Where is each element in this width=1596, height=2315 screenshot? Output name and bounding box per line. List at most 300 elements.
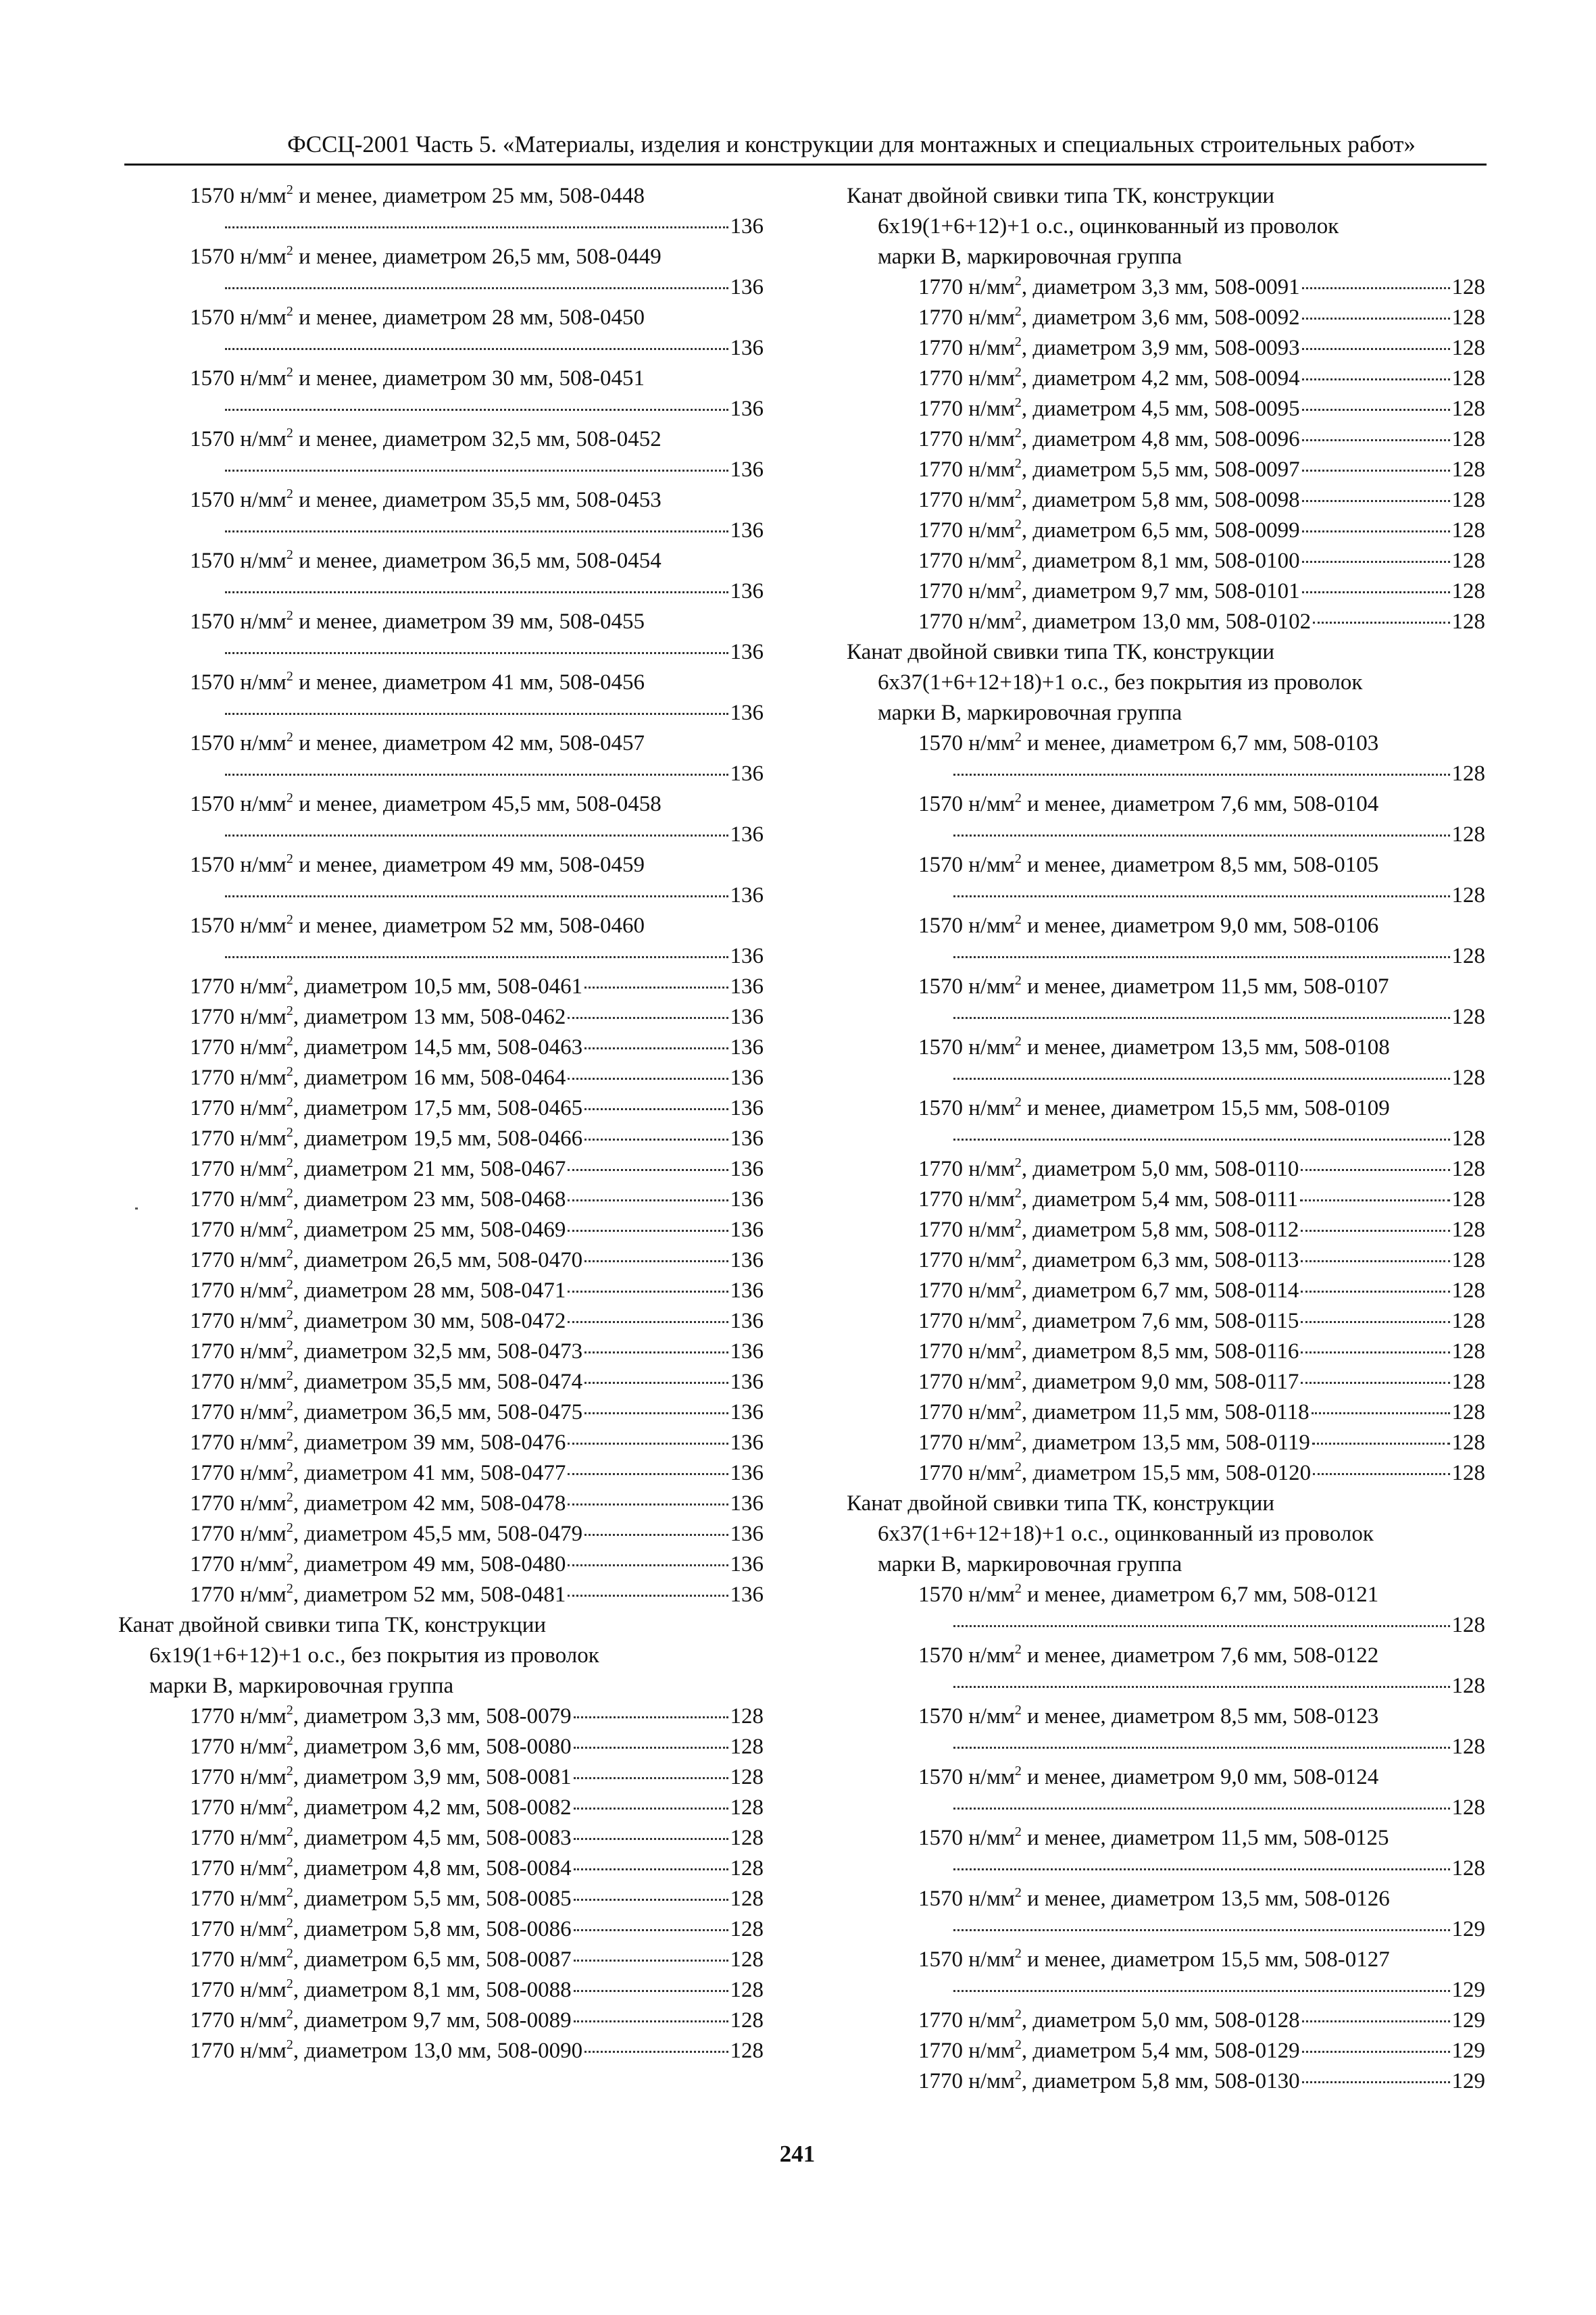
dot-leader (1300, 1199, 1449, 1201)
page-ref: 136 (730, 1552, 764, 1576)
index-entry (118, 1549, 764, 1580)
superscript: 2 (1014, 1460, 1022, 1474)
page-ref: 128 (1451, 549, 1485, 573)
page-ref: 136 (730, 640, 764, 664)
dot-leader (953, 1990, 1450, 1992)
index-entry (118, 1701, 764, 1732)
entry-text: 1770 $н/мм^2$, диаметром 17,5 мм, 508-0465 (190, 1095, 583, 1120)
entry-text: 1770 $н/мм^2$, диаметром 6,5 мм, 508-0099 (918, 517, 1300, 543)
index-entry-page-line (847, 1914, 1485, 1945)
dot-leader (574, 1716, 728, 1718)
dot-leader (1302, 287, 1450, 289)
page-ref: 128 (1451, 762, 1485, 786)
index-entry (847, 1458, 1485, 1489)
entry-text: 1770 $н/мм^2$, диаметром 5,8 мм, 508-0112 (918, 1216, 1299, 1242)
superscript: 2 (1014, 851, 1022, 866)
index-entry (847, 1093, 1485, 1124)
index-entry-page-line (118, 272, 764, 303)
index-column-left (118, 181, 764, 2066)
page-ref: 128 (1451, 275, 1485, 299)
dot-leader (1301, 1321, 1449, 1323)
entry-text: 1770 $н/мм^2$, диаметром 5,8 мм, 508-0098 (918, 487, 1300, 512)
index-entry (118, 789, 764, 820)
page-ref: 128 (1451, 305, 1485, 330)
index-entry-page-line (847, 759, 1485, 789)
index-entry-page-line (118, 941, 764, 972)
dot-leader (1302, 318, 1450, 320)
index-entry (118, 1063, 764, 1093)
entry-text: 1770 $н/мм^2$, диаметром 8,1 мм, 508-0100 (918, 547, 1300, 573)
index-entry (118, 364, 764, 394)
superscript: 2 (1014, 1338, 1022, 1353)
page-ref: 136 (730, 974, 764, 999)
entry-text: 1770 $н/мм^2$, диаметром 3,6 мм, 508-0080 (190, 1733, 572, 1759)
superscript: 2 (286, 304, 293, 319)
superscript: 2 (1014, 1368, 1022, 1383)
page-ref: 128 (730, 1978, 764, 2002)
superscript: 2 (1014, 395, 1022, 410)
dot-leader (1302, 2020, 1450, 2022)
entry-text: 1570 $н/мм^2$ и менее, диаметром 9,0 мм, 508-0124 (918, 1764, 1379, 1789)
entry-text: 1570 $н/мм^2$ и менее, диаметром 36,5 мм, 508-0454 (190, 547, 662, 573)
index-entry (847, 333, 1485, 364)
entry-text: 1770 $н/мм^2$, диаметром 13,5 мм, 508-0119 (918, 1429, 1310, 1455)
index-entry (118, 2036, 764, 2066)
heading-text: марки В, маркировочная группа (878, 1552, 1182, 1576)
index-entry (118, 1580, 764, 1610)
page-ref: 128 (1451, 1248, 1485, 1272)
index-entry (118, 668, 764, 698)
superscript: 2 (1014, 334, 1022, 349)
dot-leader (225, 591, 728, 593)
index-entry-page-line (847, 1732, 1485, 1762)
page-ref: 128 (1451, 579, 1485, 603)
index-entry (118, 1884, 764, 1914)
superscript: 2 (286, 426, 293, 441)
superscript: 2 (286, 1034, 293, 1049)
entry-text: 1770 $н/мм^2$, диаметром 3,3 мм, 508-0079 (190, 1703, 572, 1728)
dot-leader (568, 1564, 728, 1566)
index-entry (118, 1276, 764, 1306)
heading-text: марки В, маркировочная группа (878, 245, 1182, 269)
page-ref: 136 (730, 762, 764, 786)
superscript: 2 (286, 1855, 293, 1870)
dot-leader (225, 348, 728, 350)
superscript: 2 (286, 1125, 293, 1140)
index-entry-page-line (118, 455, 764, 485)
section-heading-continuation (847, 668, 1485, 698)
entry-text: 1570 $н/мм^2$ и менее, диаметром 6,7 мм, 508-0121 (918, 1581, 1379, 1607)
superscript: 2 (286, 608, 293, 623)
index-entry (847, 1823, 1485, 1853)
superscript: 2 (286, 1095, 293, 1110)
entry-text: 1570 $н/мм^2$ и менее, диаметром 41 мм, 508-0456 (190, 669, 645, 695)
superscript: 2 (1014, 973, 1022, 988)
entry-text: 1770 $н/мм^2$, диаметром 30 мм, 508-0472 (190, 1308, 566, 1333)
dot-leader (584, 1047, 728, 1049)
dot-leader (225, 470, 728, 472)
index-entry (847, 2066, 1485, 2097)
dot-leader (1302, 439, 1450, 441)
superscript: 2 (1014, 274, 1022, 289)
dot-leader (574, 1899, 728, 1901)
dot-leader (574, 2020, 728, 2022)
dot-leader (1312, 1412, 1450, 1414)
section-heading-continuation (847, 698, 1485, 728)
entry-text: 1770 $н/мм^2$, диаметром 5,0 мм, 508-0110 (918, 1155, 1299, 1181)
index-entry (118, 1945, 764, 1975)
dot-leader (1313, 1473, 1449, 1475)
entry-text: 1770 $н/мм^2$, диаметром 9,7 мм, 508-0101 (918, 578, 1300, 603)
entry-text: 1570 $н/мм^2$ и менее, диаметром 28 мм, 508-0450 (190, 304, 645, 330)
superscript: 2 (1014, 1095, 1022, 1110)
index-entry (118, 1306, 764, 1337)
superscript: 2 (1014, 730, 1022, 745)
dot-leader (1301, 1382, 1449, 1384)
dot-leader (1302, 2051, 1450, 2053)
entry-text: 1770 $н/мм^2$, диаметром 4,5 мм, 508-0095 (918, 395, 1300, 421)
index-entry (118, 1823, 764, 1853)
entry-text: 1770 $н/мм^2$, диаметром 41 мм, 508-0477 (190, 1460, 566, 1485)
superscript: 2 (1014, 1247, 1022, 1262)
entry-text: 1770 $н/мм^2$, диаметром 5,5 мм, 508-0097 (918, 456, 1300, 482)
superscript: 2 (286, 791, 293, 805)
page-ref: 129 (1451, 1978, 1485, 2002)
index-entry (847, 364, 1485, 394)
superscript: 2 (1014, 1155, 1022, 1170)
index-entry (847, 1701, 1485, 1732)
page-ref: 136 (730, 701, 764, 725)
entry-text: 1570 $н/мм^2$ и менее, диаметром 49 мм, 508-0459 (190, 851, 645, 877)
page-ref: 128 (1451, 1005, 1485, 1029)
page-ref: 128 (1451, 427, 1485, 451)
page-ref: 136 (730, 1309, 764, 1333)
superscript: 2 (286, 1794, 293, 1809)
superscript: 2 (1014, 1429, 1022, 1444)
index-entry (847, 424, 1485, 455)
entry-text: 1770 $н/мм^2$, диаметром 45,5 мм, 508-0479 (190, 1520, 583, 1546)
dot-leader (568, 1321, 728, 1323)
index-entry (118, 1215, 764, 1245)
page-ref: 136 (730, 1096, 764, 1120)
page-ref: 128 (730, 1947, 764, 1972)
superscript: 2 (1014, 912, 1022, 927)
dot-leader (953, 1747, 1450, 1749)
dot-leader (568, 1230, 728, 1232)
scan-speck (135, 1208, 138, 1210)
dot-leader (584, 1139, 728, 1141)
index-entry-page-line (847, 1124, 1485, 1154)
dot-leader (1301, 1351, 1449, 1353)
dot-leader (1301, 1230, 1449, 1232)
superscript: 2 (286, 1976, 293, 1991)
entry-text: 1770 $н/мм^2$, диаметром 3,9 мм, 508-0093 (918, 334, 1300, 360)
index-entry (847, 576, 1485, 607)
dot-leader (225, 774, 728, 776)
index-entry (118, 1428, 764, 1458)
dot-leader (953, 774, 1450, 776)
superscript: 2 (1014, 547, 1022, 562)
page-ref: 136 (730, 1278, 764, 1303)
page-ref: 128 (730, 1765, 764, 1789)
page-ref: 128 (730, 1856, 764, 1881)
index-entry (847, 546, 1485, 576)
page-ref: 136 (730, 1066, 764, 1090)
entry-text: 1570 $н/мм^2$ и менее, диаметром 7,6 мм, 508-0122 (918, 1642, 1379, 1668)
entry-text: 1770 $н/мм^2$, диаметром 8,1 мм, 508-0088 (190, 1976, 572, 2002)
superscript: 2 (1014, 365, 1022, 380)
index-entry-page-line (118, 637, 764, 668)
dot-leader (568, 1473, 728, 1475)
page-ref: 136 (730, 1218, 764, 1242)
index-entry (118, 1154, 764, 1185)
dot-leader (574, 1838, 728, 1840)
superscript: 2 (286, 973, 293, 988)
page-ref: 136 (730, 214, 764, 239)
entry-text: 1770 $н/мм^2$, диаметром 5,4 мм, 508-0129 (918, 2037, 1300, 2063)
index-entry (847, 972, 1485, 1002)
entry-text: 1770 $н/мм^2$, диаметром 23 мм, 508-0468 (190, 1186, 566, 1212)
dot-leader (1302, 530, 1450, 532)
entry-text: 1770 $н/мм^2$, диаметром 6,3 мм, 508-0113 (918, 1247, 1299, 1272)
dot-leader (1302, 378, 1450, 380)
entry-text: 1770 $н/мм^2$, диаметром 5,5 мм, 508-0085 (190, 1885, 572, 1911)
superscript: 2 (286, 1490, 293, 1505)
index-entry (118, 546, 764, 576)
index-entry (118, 303, 764, 333)
entry-text: 1770 $н/мм^2$, диаметром 13,0 мм, 508-0102 (918, 608, 1312, 634)
index-entry-page-line (118, 820, 764, 850)
entry-text: 1570 $н/мм^2$ и менее, диаметром 6,7 мм, 508-0103 (918, 730, 1379, 755)
superscript: 2 (286, 1764, 293, 1778)
page-ref: 128 (730, 2039, 764, 2063)
superscript: 2 (286, 1399, 293, 1414)
page-ref: 128 (1451, 518, 1485, 543)
dot-leader (953, 956, 1450, 958)
page-ref: 128 (730, 1795, 764, 1820)
entry-text: 1770 $н/мм^2$, диаметром 7,6 мм, 508-0115 (918, 1308, 1299, 1333)
entry-text: 1570 $н/мм^2$ и менее, диаметром 8,5 мм, 508-0105 (918, 851, 1379, 877)
dot-leader (584, 1382, 728, 1384)
index-entry (847, 789, 1485, 820)
index-entry-page-line (118, 576, 764, 607)
entry-text: 1770 $н/мм^2$, диаметром 10,5 мм, 508-0461 (190, 973, 583, 999)
index-entry (118, 424, 764, 455)
entry-text: 1570 $н/мм^2$ и менее, диаметром 32,5 мм, 508-0452 (190, 426, 662, 451)
page-ref: 128 (1451, 944, 1485, 968)
entry-text: 1770 $н/мм^2$, диаметром 13,0 мм, 508-0090 (190, 2037, 583, 2063)
dot-leader (574, 1777, 728, 1779)
page-ref: 128 (1451, 1218, 1485, 1242)
page-ref: 128 (1451, 1370, 1485, 1394)
dot-leader (953, 1017, 1450, 1019)
index-entry-page-line (118, 880, 764, 911)
dot-leader (584, 1351, 728, 1353)
index-entry (847, 1337, 1485, 1367)
superscript: 2 (286, 1581, 293, 1596)
entry-text: 1770 $н/мм^2$, диаметром 13 мм, 508-0462 (190, 1003, 566, 1029)
index-entry (847, 1215, 1485, 1245)
dot-leader (225, 530, 728, 532)
superscript: 2 (1014, 1308, 1022, 1322)
superscript: 2 (286, 1460, 293, 1474)
entry-text: 1770 $н/мм^2$, диаметром 4,2 мм, 508-0094 (918, 365, 1300, 391)
dot-leader (1302, 591, 1450, 593)
page-ref: 136 (730, 822, 764, 847)
page-ref: 129 (1451, 1917, 1485, 1941)
page-ref: 128 (1451, 822, 1485, 847)
superscript: 2 (286, 851, 293, 866)
index-entry (118, 1975, 764, 2006)
page-ref: 128 (1451, 1856, 1485, 1881)
entry-text: 1570 $н/мм^2$ и менее, диаметром 15,5 мм, 508-0127 (918, 1946, 1390, 1972)
index-column-right (847, 181, 1485, 2097)
index-entry-page-line (118, 211, 764, 242)
dot-leader (584, 2051, 728, 2053)
superscript: 2 (1014, 1034, 1022, 1049)
page-ref: 136 (730, 1400, 764, 1424)
superscript: 2 (1014, 487, 1022, 501)
index-entry-page-line (847, 1002, 1485, 1032)
index-entry (118, 1337, 764, 1367)
superscript: 2 (1014, 2007, 1022, 2022)
page-ref: 128 (730, 1735, 764, 1759)
heading-text: 6х37(1+6+12+18)+1 о.с., без покрытия из проволок (878, 670, 1363, 695)
heading-text: Канат двойной свивки типа ТК, конструкции (118, 1613, 547, 1637)
superscript: 2 (1014, 456, 1022, 471)
page-ref: 128 (1451, 1674, 1485, 1698)
entry-text: 1570 $н/мм^2$ и менее, диаметром 11,5 мм, 508-0107 (918, 973, 1389, 999)
page-ref: 136 (730, 1126, 764, 1151)
index-entry-page-line (847, 1853, 1485, 1884)
entry-text: 1570 $н/мм^2$ и менее, диаметром 11,5 мм, 508-0125 (918, 1824, 1389, 1850)
entry-text: 1770 $н/мм^2$, диаметром 5,0 мм, 508-0128 (918, 2007, 1300, 2033)
index-entry (847, 1884, 1485, 1914)
page-ref: 136 (730, 1370, 764, 1394)
page-number: 241 (779, 2141, 816, 2167)
index-entry (118, 728, 764, 759)
entry-text: 1770 $н/мм^2$, диаметром 9,0 мм, 508-0117 (918, 1368, 1299, 1394)
section-heading-continuation (847, 211, 1485, 242)
index-entry (847, 516, 1485, 546)
entry-text: 1570 $н/мм^2$ и менее, диаметром 9,0 мм, 508-0106 (918, 912, 1379, 938)
page-ref: 128 (1451, 366, 1485, 391)
entry-text: 1770 $н/мм^2$, диаметром 52 мм, 508-0481 (190, 1581, 566, 1607)
page-ref: 136 (730, 1461, 764, 1485)
entry-text: 1770 $н/мм^2$, диаметром 9,7 мм, 508-0089 (190, 2007, 572, 2033)
entry-text: 1570 $н/мм^2$ и менее, диаметром 42 мм, 508-0457 (190, 730, 645, 755)
index-entry (118, 1397, 764, 1428)
index-entry (118, 1762, 764, 1793)
page-ref: 136 (730, 1035, 764, 1060)
superscript: 2 (286, 243, 293, 258)
index-entry (847, 607, 1485, 637)
superscript: 2 (286, 1551, 293, 1566)
superscript: 2 (286, 2037, 293, 2052)
index-entry-page-line (847, 1610, 1485, 1641)
dot-leader (225, 226, 728, 228)
page-ref: 136 (730, 518, 764, 543)
page-ref: 129 (1451, 2039, 1485, 2063)
page-ref: 128 (1451, 1126, 1485, 1151)
entry-text: 1570 $н/мм^2$ и менее, диаметром 35,5 мм, 508-0453 (190, 487, 662, 512)
superscript: 2 (286, 1368, 293, 1383)
superscript: 2 (286, 730, 293, 745)
dot-leader (225, 895, 728, 897)
dot-leader (225, 956, 728, 958)
index-entry (118, 1245, 764, 1276)
index-entry (118, 1914, 764, 1945)
dot-leader (568, 1443, 728, 1445)
superscript: 2 (286, 1824, 293, 1839)
entry-text: 1770 $н/мм^2$, диаметром 3,9 мм, 508-0081 (190, 1764, 572, 1789)
heading-text: Канат двойной свивки типа ТК, конструкции (847, 640, 1275, 664)
page-ref: 128 (730, 2008, 764, 2033)
index-entry-page-line (847, 941, 1485, 972)
index-entry (118, 181, 764, 211)
superscript: 2 (286, 365, 293, 380)
superscript: 2 (286, 1247, 293, 1262)
heading-text: Канат двойной свивки типа ТК, конструкции (847, 184, 1275, 208)
dot-leader (1302, 2081, 1450, 2083)
superscript: 2 (286, 1520, 293, 1535)
index-entry (847, 1032, 1485, 1063)
entry-text: 1770 $н/мм^2$, диаметром 6,5 мм, 508-0087 (190, 1946, 572, 1972)
index-entry (118, 1489, 764, 1519)
section-heading-continuation (847, 242, 1485, 272)
entry-text: 1770 $н/мм^2$, диаметром 5,4 мм, 508-0111 (918, 1186, 1299, 1212)
page-ref: 128 (1451, 1187, 1485, 1212)
index-entry (847, 1276, 1485, 1306)
page-ref: 136 (730, 1157, 764, 1181)
dot-leader (953, 1868, 1450, 1870)
index-entry (847, 1762, 1485, 1793)
superscript: 2 (1014, 1824, 1022, 1839)
running-header: ФССЦ-2001 Часть 5. «Материалы, изделия и конструкции для монтажных и специальных строительных работ» (287, 131, 1416, 157)
dot-leader (574, 1747, 728, 1749)
index-entry (847, 2036, 1485, 2066)
entry-text: 1770 $н/мм^2$, диаметром 8,5 мм, 508-0116 (918, 1338, 1299, 1364)
page-ref: 128 (1451, 1430, 1485, 1455)
dot-leader (574, 1808, 728, 1810)
dot-leader (568, 1169, 728, 1171)
superscript: 2 (286, 1733, 293, 1748)
entry-text: 1570 $н/мм^2$ и менее, диаметром 30 мм, 508-0451 (190, 365, 645, 391)
superscript: 2 (286, 1155, 293, 1170)
page-ref: 128 (730, 1887, 764, 1911)
page-ref: 128 (1451, 1157, 1485, 1181)
index-entry (847, 1367, 1485, 1397)
index-entry (847, 1245, 1485, 1276)
superscript: 2 (1014, 1216, 1022, 1231)
dot-leader (574, 1868, 728, 1870)
superscript: 2 (1014, 304, 1022, 319)
index-entry (847, 303, 1485, 333)
page-ref: 136 (730, 1005, 764, 1029)
dot-leader (584, 1260, 728, 1262)
entry-text: 1770 $н/мм^2$, диаметром 16 мм, 508-0464 (190, 1064, 566, 1090)
index-entry (847, 1154, 1485, 1185)
superscript: 2 (1014, 1186, 1022, 1201)
entry-text: 1770 $н/мм^2$, диаметром 3,3 мм, 508-0091 (918, 274, 1300, 299)
entry-text: 1770 $н/мм^2$, диаметром 25 мм, 508-0469 (190, 1216, 566, 1242)
index-entry-page-line (847, 1975, 1485, 2006)
dot-leader (568, 1595, 728, 1597)
page-ref: 136 (730, 1583, 764, 1607)
entry-text: 1770 $н/мм^2$, диаметром 14,5 мм, 508-0463 (190, 1034, 583, 1060)
superscript: 2 (286, 1429, 293, 1444)
dot-leader (584, 1412, 728, 1414)
